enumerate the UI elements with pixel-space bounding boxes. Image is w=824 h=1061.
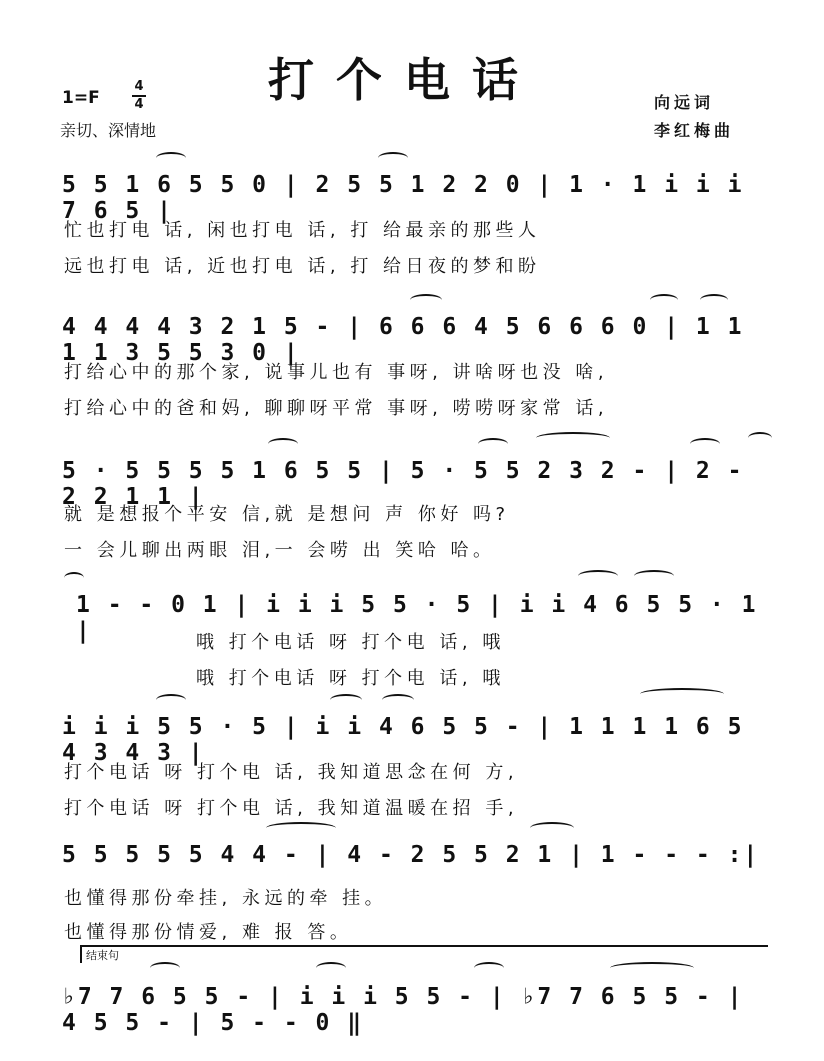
tempo-marking: 亲切、深情地	[60, 121, 157, 140]
lyrics-row-6-verse-1: 也懂得那份牵挂, 永远的牵 挂。	[64, 888, 388, 909]
lyrics-row-5-verse-2: 打个电话 呀 打个电 话, 我知道温暖在招 手,	[64, 798, 519, 819]
lyrics-row-2-verse-2: 打给心中的爸和妈, 聊聊呀平常 事呀, 唠唠呀家常 话,	[64, 398, 609, 419]
notation-row-4: 1 - - 0 1 | i i i 5 5 · 5 | i i 4 6 5 5 · 1 |	[76, 592, 758, 644]
ending-bracket	[80, 945, 768, 963]
notation-row-2: 4 4 4 4 3 2 1 5 - | 6 6 6 4 5 6 6 6 0 | 1 1 1 1 3 5 5 3 0 |	[62, 314, 744, 366]
lyrics-row-5-verse-1: 打个电话 呀 打个电 话, 我知道思念在何 方,	[64, 762, 519, 783]
music-row-2	[62, 308, 774, 366]
music-row-7	[62, 978, 774, 1036]
music-row-6	[62, 836, 774, 876]
key-signature: 1=F	[62, 88, 100, 108]
lyrics-row-1-verse-2: 远也打电 话, 近也打电 话, 打 给日夜的梦和盼	[64, 256, 541, 277]
song-title: 打个电话	[268, 53, 540, 107]
lyrics-row-3-verse-2: 一 会儿聊出两眼 泪,一 会唠 出 笑哈 哈。	[64, 540, 496, 561]
lyrics-row-6-verse-2: 也懂得那份情爱, 难 报 答。	[64, 922, 353, 943]
notation-row-1: 5 5 1 6 5 5 0 | 2 5 5 1 2 2 0 | 1 · 1 i i i 7 6 5 |	[62, 172, 744, 224]
lyricist-credit: 向远词	[654, 93, 715, 112]
notation-row-7: ♭7 7 6 5 5 - | i i i 5 5 - | ♭7 7 6 5 5 - | 4 5 5 - | 5 - - 0 ‖	[62, 984, 744, 1036]
lyrics-row-3-verse-1: 就 是想报个平安 信,就 是想问 声 你好 吗?	[64, 504, 510, 525]
music-row-5	[62, 708, 774, 766]
notation-row-5: i i i 5 5 · 5 | i i 4 6 5 5 - | 1 1 1 1 6 5 4 3 4 3 |	[62, 714, 744, 766]
time-signature	[132, 80, 146, 112]
notation-row-6: 5 5 5 5 5 4 4 - | 4 - 2 5 5 2 1 | 1 - - - :|	[62, 842, 760, 868]
lyrics-row-4-verse-1: 哦 打个电话 呀 打个电 话, 哦	[196, 632, 505, 653]
time-signature-top: 4	[134, 79, 144, 94]
lyrics-row-2-verse-1: 打给心中的那个家, 说事儿也有 事呀, 讲啥呀也没 啥,	[64, 362, 609, 383]
lyrics-row-1-verse-1: 忙也打电 话, 闲也打电 话, 打 给最亲的那些人	[64, 220, 541, 241]
ending-label: 结束句	[86, 949, 119, 962]
time-signature-bottom: 4	[134, 97, 144, 112]
music-row-1	[62, 166, 774, 224]
music-row-3	[62, 452, 774, 510]
notation-row-3: 5 · 5 5 5 5 1 6 5 5 | 5 · 5 5 2 3 2 - | 2 - 2 2 1 1 |	[62, 458, 744, 510]
composer-credit: 李红梅曲	[654, 121, 735, 140]
lyrics-row-4-verse-2: 哦 打个电话 呀 打个电 话, 哦	[196, 668, 505, 689]
